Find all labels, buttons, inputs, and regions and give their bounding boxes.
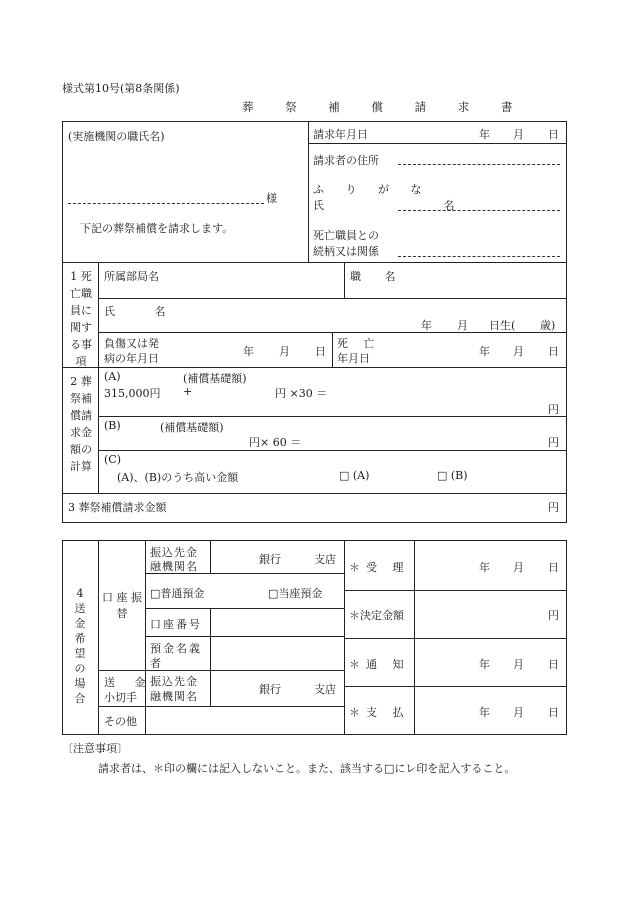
- paid-month: 月: [513, 706, 524, 719]
- account-number-label: 口座番号: [150, 618, 202, 631]
- furigana-label: ふ り が な: [313, 183, 431, 196]
- branch-suffix: 支店: [314, 553, 336, 566]
- other-label: その他: [104, 715, 137, 728]
- birth-age: 歳): [540, 319, 556, 332]
- section3-unit: 円: [548, 501, 559, 514]
- section4-label: [64, 586, 96, 706]
- notified-label: ＊通 知: [349, 658, 410, 671]
- notified-day: 日: [548, 658, 559, 671]
- calc-a-label: (A): [104, 370, 121, 383]
- birth-day: 日生(: [489, 319, 516, 332]
- received-year: 年: [479, 561, 490, 574]
- death-label-1: 死 亡: [337, 337, 381, 350]
- deceased-name-label: 氏 名: [104, 305, 184, 318]
- check-bank-suffix: 銀行: [259, 683, 281, 696]
- applicant-name-field[interactable]: [398, 210, 560, 211]
- checking-checkbox[interactable]: □当座預金: [268, 587, 323, 600]
- form-number: 様式第10号(第8条関係): [62, 82, 180, 95]
- bank-label-1: 振込先金: [150, 546, 198, 559]
- form-title: 葬 祭 補 償 請 求 書: [242, 100, 527, 114]
- check-label-1: 送 金: [104, 676, 154, 689]
- account-transfer-label: 口 座 振 替: [102, 591, 142, 620]
- section2-label: 2 葬祭補償請求金額の計算: [70, 375, 92, 473]
- received-day: 日: [548, 561, 559, 574]
- paid-day: 日: [548, 706, 559, 719]
- holder-label-2: 者: [150, 657, 161, 670]
- post-label: 職 名: [350, 270, 406, 283]
- injury-label-2: 病の年月日: [104, 352, 159, 365]
- paid-label: ＊支 払: [349, 706, 410, 719]
- calc-c-label: (C): [104, 453, 121, 466]
- holder-label-1: 預金名義: [150, 642, 202, 655]
- calc-a-multiplier: 円 ×30 ＝: [275, 387, 328, 400]
- calc-a-plus: +: [183, 385, 193, 398]
- request-date-month: 月: [513, 128, 524, 141]
- death-label-2: 年月日: [337, 352, 370, 365]
- honorific: 様: [266, 192, 277, 205]
- address-label: 請求者の住所: [313, 154, 379, 167]
- relation-label-2: 続柄又は関係: [313, 245, 379, 258]
- notified-month: 月: [513, 658, 524, 671]
- death-month: 月: [513, 345, 524, 358]
- request-date-day: 日: [548, 128, 559, 141]
- birth-year: 年: [421, 319, 432, 332]
- calc-b-result-unit: 円: [548, 436, 559, 449]
- decided-amount-unit: 円: [548, 609, 559, 622]
- request-statement: 下記の葬祭補償を請求します。: [80, 222, 234, 235]
- paid-year: 年: [479, 706, 490, 719]
- relation-field[interactable]: [398, 256, 560, 257]
- calc-c-option-b-checkbox[interactable]: □ (B): [437, 469, 468, 482]
- calc-b-basis: (補償基礎額): [160, 421, 224, 434]
- notes-heading: 〔注意事項〕: [62, 742, 128, 755]
- calc-c-text: (A)、(B)のうち高い金額: [117, 471, 239, 484]
- calc-a-result-unit: 円: [548, 403, 559, 416]
- check-branch-suffix: 支店: [314, 683, 336, 696]
- check-label-2: 小切手: [104, 691, 137, 704]
- notes-text: 請求者は、＊印の欄には記入しないこと。また、該当する□にレ印を記入すること。: [98, 762, 516, 775]
- check-bank-label-2: 融機関名: [150, 690, 198, 703]
- injury-year: 年: [243, 345, 254, 358]
- request-date-label: 請求年月日: [313, 128, 368, 141]
- section4-label-text: 4 送金希望の場合: [74, 587, 86, 705]
- section3-label: 3 葬祭補償請求金額: [68, 501, 167, 514]
- agency-name-line[interactable]: [68, 203, 264, 204]
- injury-label-1: 負傷又は発: [104, 337, 159, 350]
- received-month: 月: [513, 561, 524, 574]
- relation-label-1: 死亡職員との: [313, 229, 379, 242]
- bank-suffix: 銀行: [259, 553, 281, 566]
- birth-month: 月: [457, 319, 468, 332]
- bank-label-2: 融機関名: [150, 560, 198, 573]
- calc-c-option-a-checkbox[interactable]: □ (A): [339, 469, 370, 482]
- death-day: 日: [548, 345, 559, 358]
- death-year: 年: [479, 345, 490, 358]
- dept-label: 所属部局名: [104, 270, 159, 283]
- notified-year: 年: [479, 658, 490, 671]
- received-label: ＊受 理: [349, 561, 410, 574]
- injury-day: 日: [315, 345, 326, 358]
- calc-a-basis: (補償基礎額): [183, 372, 247, 385]
- address-field[interactable]: [398, 164, 560, 165]
- injury-month: 月: [279, 345, 290, 358]
- decided-amount-label: ＊決定金額: [349, 609, 404, 622]
- calc-b-label: (B): [104, 419, 121, 432]
- calc-a-fixed: 315,000円: [104, 387, 161, 400]
- section1-label: 1 死亡職員に関する事項: [70, 270, 92, 368]
- applicant-name-label: 氏 名: [313, 199, 513, 212]
- calc-b-multiplier: 円× 60 ＝: [249, 436, 302, 449]
- agency-label: (実施機関の職氏名): [68, 130, 165, 143]
- request-date-year: 年: [479, 128, 490, 141]
- savings-checkbox[interactable]: □普通預金: [150, 587, 205, 600]
- check-bank-label-1: 振込先金: [150, 675, 198, 688]
